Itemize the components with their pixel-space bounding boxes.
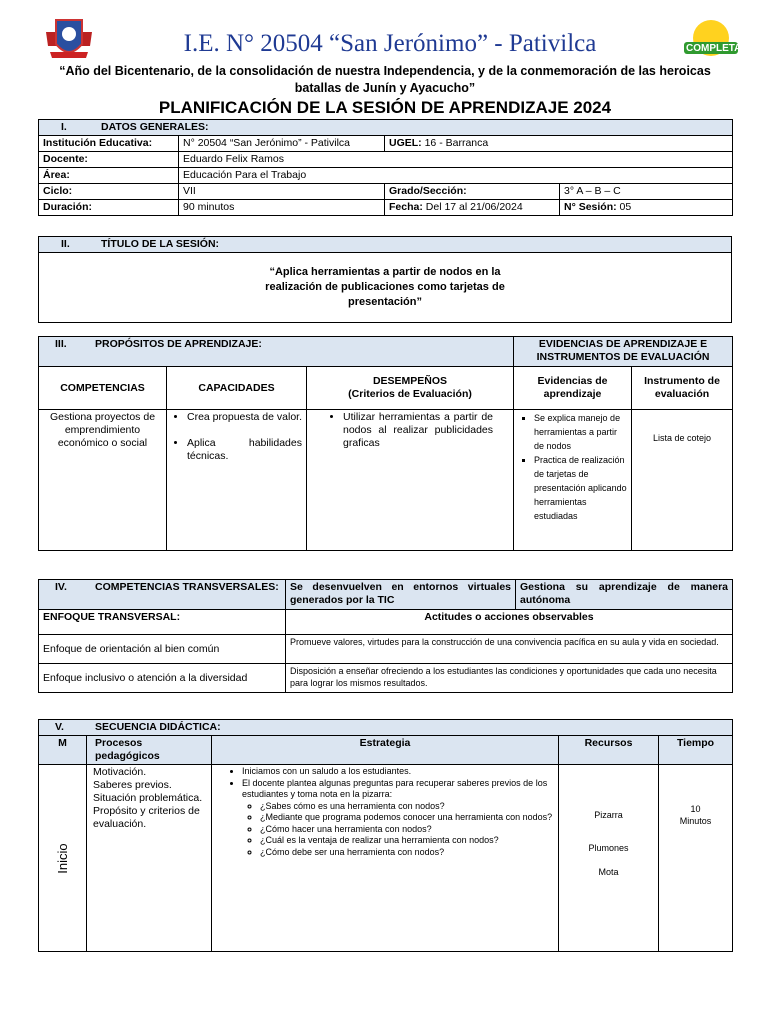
- enfoque-header: ENFOQUE TRANSVERSAL:: [39, 610, 286, 635]
- instrumento-text: Lista de cotejo: [632, 410, 733, 551]
- proceso-item: Situación problemática.: [93, 792, 203, 804]
- doc-title: PLANIFICACIÓN DE LA SESIÓN DE APRENDIZAJE 2024: [158, 98, 612, 117]
- col-capacidades: CAPACIDADES: [167, 367, 307, 410]
- proceso-item: Saberes previos.: [93, 779, 172, 791]
- estrategia-item: • El docente plantea algunas preguntas para recuperar saberes previos de los estudiantes y toma nota en la pizarra:: [242, 778, 554, 801]
- datos-generales-table: [38, 119, 733, 216]
- grado-label: Grado/Sección:: [385, 184, 560, 200]
- section-title: SECUENCIA DIDÁCTICA:: [95, 721, 221, 733]
- capacidad-item: • Aplica habilidades técnicas.: [187, 437, 302, 463]
- ugel-label: UGEL:: [389, 137, 422, 149]
- transversal-competencia-1: Se desenvuelven en entornos virtuales generados por la TIC: [286, 580, 516, 610]
- section-title: DATOS GENERALES:: [101, 121, 209, 133]
- fecha-label: Fecha:: [389, 201, 423, 213]
- docente-label: Docente:: [39, 152, 179, 168]
- titulo-header: [39, 237, 732, 253]
- session-title-line3: presentación”: [348, 296, 422, 308]
- tiempo-value: 10: [690, 804, 701, 814]
- recursos-cell: [559, 765, 659, 952]
- ciclo-label: Ciclo:: [39, 184, 179, 200]
- tiempo-unit: Minutos: [679, 816, 712, 826]
- pregunta-item: ◦ ¿Sabes cómo es una herramienta con nodos?: [260, 801, 554, 813]
- pregunta-item: ◦ ¿Mediante que programa podemos conocer una herramienta con nodos?: [260, 812, 554, 824]
- section-title: PROPÓSITOS DE APRENDIZAJE:: [95, 338, 262, 350]
- estrategia-item: • Iniciamos con un saludo a los estudiantes.: [242, 766, 554, 778]
- ciclo-value: VII: [179, 184, 385, 200]
- section-title: TÍTULO DE LA SESIÓN:: [101, 238, 220, 250]
- ie-value: N° 20504 “San Jerónimo” - Pativilca: [179, 136, 385, 152]
- area-value: Educación Para el Trabajo: [179, 168, 733, 184]
- ie-label: Institución Educativa:: [39, 136, 179, 152]
- ugel-value: 16 - Barranca: [424, 137, 489, 149]
- col-desempenos: [307, 367, 514, 410]
- col-evidencias-line2: aprendizaje: [543, 388, 602, 400]
- capacidades-list: [167, 410, 307, 551]
- col-recursos: Recursos: [559, 736, 659, 765]
- docente-value: Eduardo Felix Ramos: [179, 152, 733, 168]
- evidencias-header: [514, 337, 733, 367]
- tiempo-cell: [659, 765, 733, 952]
- col-tiempo: Tiempo: [659, 736, 733, 765]
- desempenos-list: [307, 410, 514, 551]
- duracion-label: Duración:: [39, 200, 179, 216]
- session-title: [39, 253, 732, 323]
- proceso-item: Motivación.: [93, 766, 147, 778]
- col-evidencias: [514, 367, 632, 410]
- estrategia-cell: [212, 765, 559, 952]
- school-title: I.E. N° 20504 “San Jerónimo” - Pativilca: [183, 30, 597, 57]
- col-competencias: COMPETENCIAS: [39, 367, 167, 410]
- col-estrategia: Estrategia: [212, 736, 559, 765]
- fecha-cell: [385, 200, 560, 216]
- titulo-table: [38, 236, 732, 323]
- pregunta-item: ◦ ¿Cuál es la ventaja de realizar una herramienta con nodos?: [260, 835, 554, 847]
- secuencia-header: [39, 720, 733, 736]
- desempeno-item: • Utilizar herramientas a partir de nodos al realizar publicidades graficas: [343, 411, 493, 450]
- evidencias-header-line1: EVIDENCIAS DE APRENDIZAJE E: [538, 338, 708, 350]
- transversales-header: [39, 580, 286, 610]
- duracion-value: 90 minutos: [179, 200, 385, 216]
- year-motto-line2: batallas de Junín y Ayacucho”: [294, 81, 476, 95]
- sesion-label: N° Sesión:: [564, 201, 617, 213]
- capacidad-item: • Crea propuesta de valor.: [187, 411, 302, 424]
- recurso-item: Pizarra: [594, 810, 623, 820]
- sesion-value: 05: [619, 201, 632, 213]
- pregunta-item: ◦ ¿Cómo hacer una herramienta con nodos?: [260, 824, 554, 836]
- evidencias-list: [514, 410, 632, 551]
- propositos-table: [38, 336, 733, 551]
- col-instrumento: [632, 367, 733, 410]
- evidencia-item: ▪ Practica de realización de tarjetas de presentación aplicando herramientas estudiadas: [534, 453, 627, 523]
- fecha-value: Del 17 al 21/06/2024: [425, 201, 523, 213]
- section-number: III.: [55, 338, 67, 350]
- proceso-item: evaluación.: [93, 818, 147, 830]
- section-title: COMPETENCIAS TRANSVERSALES:: [95, 581, 279, 593]
- col-desempenos-line2: (Criterios de Evaluación): [348, 388, 472, 400]
- pregunta-item: ◦ ¿Cómo debe ser una herramienta con nodos?: [260, 847, 554, 859]
- grado-value: 3° A – B – C: [560, 184, 733, 200]
- enfoque-2: Enfoque inclusivo o atención a la diversidad: [39, 664, 286, 693]
- section-number: IV.: [55, 581, 67, 593]
- jec-completa-logo: [680, 18, 742, 64]
- evidencia-item: ▪ Se explica manejo de herramientas a partir de nodos: [534, 411, 627, 453]
- col-m: M: [39, 736, 87, 765]
- year-motto: [40, 63, 730, 97]
- area-label: Área:: [39, 168, 179, 184]
- school-crest-logo: [40, 14, 98, 64]
- datos-header: [39, 120, 733, 136]
- evidencias-header-line2: INSTRUMENTOS DE EVALUACIÓN: [536, 351, 710, 363]
- momento-label: Inicio: [55, 842, 70, 874]
- sesion-cell: [560, 200, 733, 216]
- ugel-cell: [385, 136, 733, 152]
- momento-cell: [39, 765, 87, 952]
- logo-text: COMPLETA: [686, 43, 742, 54]
- recurso-item: Plumones: [588, 843, 629, 853]
- col-instrumento-line1: Instrumento de: [644, 375, 720, 387]
- section-number: I.: [61, 121, 67, 133]
- propositos-header: [39, 337, 514, 367]
- proceso-item: Propósito y criterios de: [93, 805, 200, 817]
- transversales-table: [38, 579, 733, 693]
- procesos-list: [87, 765, 212, 952]
- session-title-line2: realización de publicaciones como tarjetas de: [265, 281, 505, 293]
- actitud-2: Disposición a enseñar ofreciendo a los estudiantes las condiciones y oportunidades que cada uno necesita para lograr los mismos resultados.: [286, 664, 733, 693]
- col-instrumento-line2: evaluación: [654, 388, 710, 400]
- section-number: II.: [61, 238, 70, 250]
- enfoque-1: Enfoque de orientación al bien común: [39, 635, 286, 664]
- recurso-item: Mota: [598, 867, 619, 877]
- col-desempenos-line1: DESEMPEÑOS: [372, 375, 448, 387]
- section-number: V.: [55, 721, 64, 733]
- col-procesos: Procesos pedagógicos: [87, 736, 212, 765]
- year-motto-line1: “Año del Bicentenario, de la consolidación de nuestra Independencia, y de la conmemoración de las heroicas: [59, 64, 711, 78]
- session-title-line1: “Aplica herramientas a partir de nodos en la: [269, 266, 501, 278]
- actitudes-header: Actitudes o acciones observables: [286, 610, 733, 635]
- secuencia-table: [38, 719, 733, 952]
- actitud-1: Promueve valores, virtudes para la construcción de una convivencia pacífica en su aula y vida en sociedad.: [286, 635, 733, 664]
- transversal-competencia-2: Gestiona su aprendizaje de manera autónoma: [516, 580, 733, 610]
- competencia-text: Gestiona proyectos de emprendimiento económico o social: [39, 410, 167, 551]
- col-evidencias-line1: Evidencias de: [537, 375, 608, 387]
